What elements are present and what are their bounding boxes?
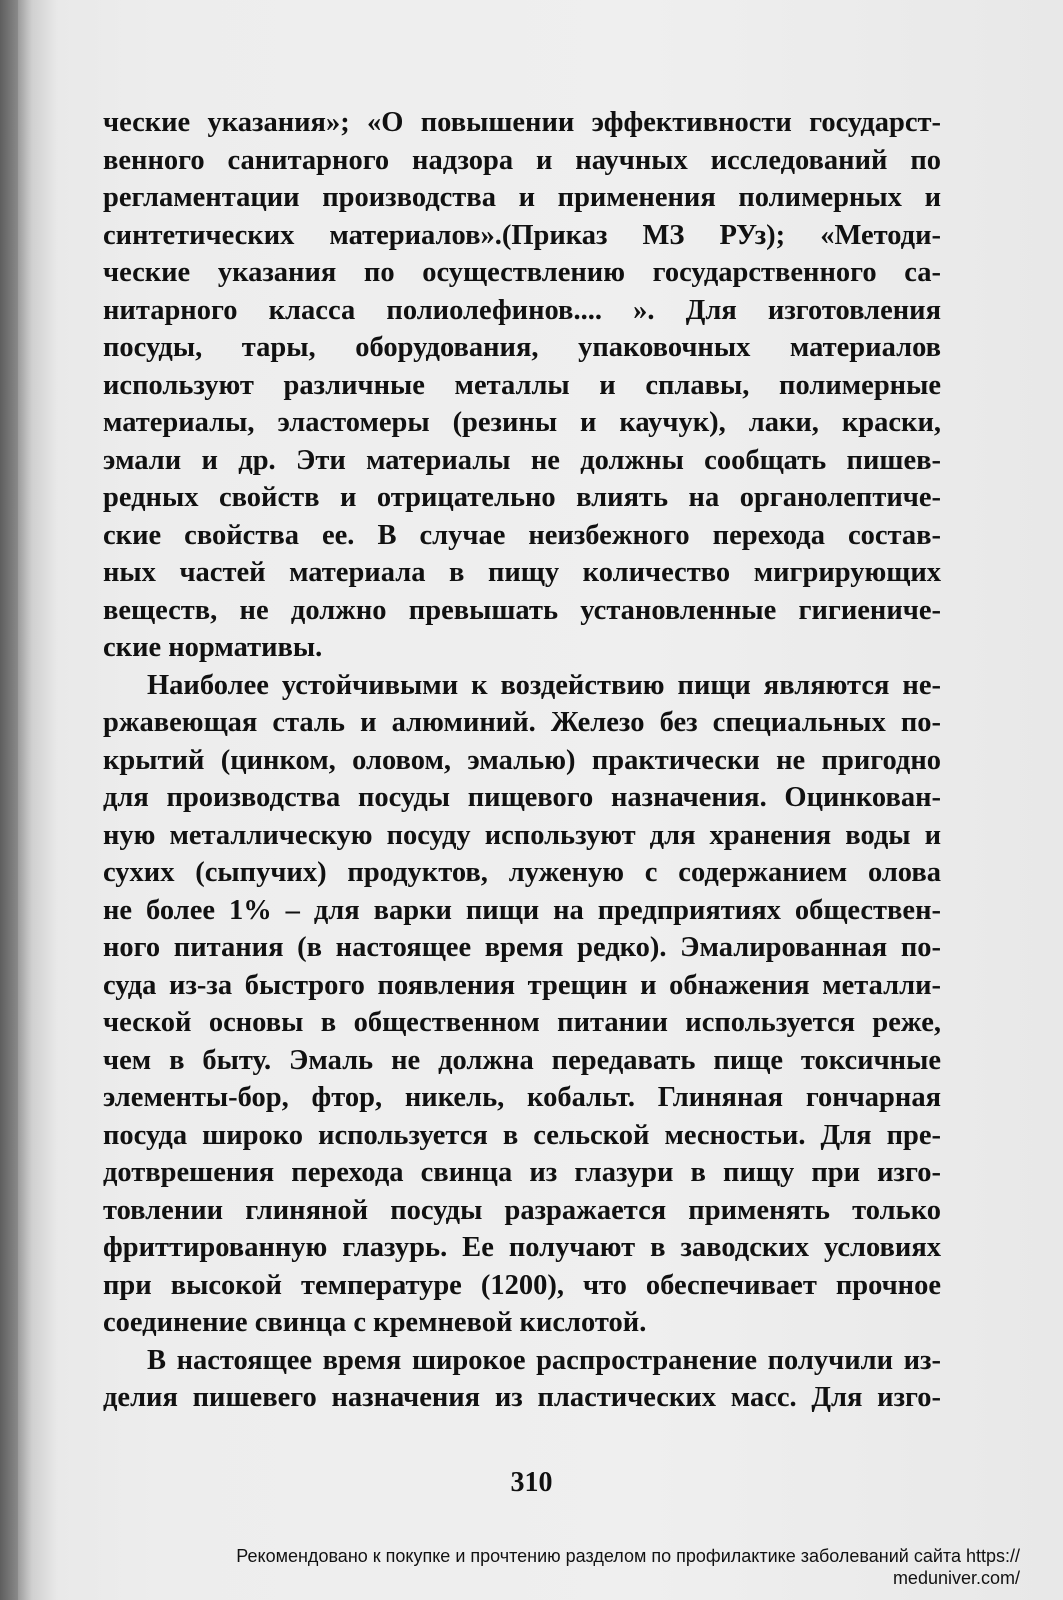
text-line: ных частей материала в пищу количество мигрирующих — [103, 557, 941, 588]
text-line: эмали и др. Эти материалы не должны сообщать пишев- — [103, 444, 941, 476]
text-line: синтетических материалов».(Приказ МЗ РУз); «Методи- — [103, 219, 941, 251]
book-spine-shadow — [0, 0, 18, 1600]
page-number: 310 — [510, 1467, 553, 1498]
text-line: ческой основы в общественном питании используется реже, — [103, 1007, 941, 1038]
paragraph — [103, 1342, 941, 1417]
text-line: ного питания (в настоящее время редко). Эмалированная по- — [103, 932, 941, 963]
footer-line-2: meduniver.com/ — [892, 1568, 1020, 1588]
text-line: редных свойств и отрицательно влиять на органолептиче- — [103, 482, 941, 513]
text-line: элементы-бор, фтор, никель, кобальт. Глиняная гончарная — [103, 1082, 941, 1113]
paragraph — [103, 104, 941, 667]
text-line: дотврешения перехода свинца из глазури в пищу при изго- — [103, 1157, 941, 1188]
text-line: ские нормативы. — [103, 632, 323, 663]
text-line: материалы, эластомеры (резины и каучук), лаки, краски, — [103, 407, 941, 438]
text-line: соединение свинца с кремневой кислотой. — [103, 1307, 647, 1338]
text-line: сухих (сыпучих) продуктов, луженую с содержанием олова — [103, 857, 941, 888]
text-line: при высокой температуре (1200), что обеспечивает прочное — [103, 1269, 941, 1301]
text-line: В настоящее время широкое распространение получили из- — [147, 1344, 941, 1376]
text-line: товлении глиняной посуды разражается применять только — [103, 1194, 941, 1226]
text-line: для производства посуды пищевого назначения. Оцинкован- — [103, 782, 941, 813]
text-line: ржавеющая сталь и алюминий. Железо без специальных по- — [103, 707, 941, 738]
text-line: нитарного класса полиолефинов.... ». Для изготовления — [103, 294, 941, 326]
text-line: фриттированную глазурь. Ее получают в заводских условиях — [103, 1232, 941, 1263]
text-line: посуда широко используется в сельской месностьи. Для пре- — [103, 1119, 941, 1151]
text-line: ную металлическую посуду используют для хранения воды и — [103, 819, 941, 851]
text-line: Наиболее устойчивыми к воздействию пищи являются не- — [147, 669, 941, 701]
text-line: чем в быту. Эмаль не должна передавать пище токсичные — [103, 1044, 941, 1076]
text-line: ские свойства ее. В случае неизбежного перехода состав- — [103, 519, 941, 551]
footer-note — [100, 1545, 1020, 1589]
text-line: делия пишевего назначения из пластических масс. Для изго- — [103, 1382, 941, 1413]
text-line: не более 1% – для варки пищи на предприятиях обществен- — [103, 894, 941, 926]
text-line: веществ, не должно превышать установленные гигиениче- — [103, 594, 941, 626]
text-line: суда из-за быстрого появления трещин и обнажения металли- — [103, 969, 941, 1001]
text-line: ческие указания»; «О повышении эффективности государст- — [103, 107, 941, 138]
text-line: посуды, тары, оборудования, упаковочных материалов — [103, 332, 941, 363]
text-line: крытий (цинком, оловом, эмалью) практически не пригодно — [103, 744, 941, 776]
text-line: ческие указания по осуществлению государственного са- — [103, 257, 941, 288]
text-line: венного санитарного надзора и научных исследований по — [103, 144, 941, 176]
text-line: регламентации производства и применения полимерных и — [103, 182, 941, 213]
footer-line-1: Рекомендовано к покупке и прочтению разделом по профилактике заболеваний сайта https:// — [236, 1546, 1020, 1566]
body-text — [103, 104, 941, 1417]
text-line: используют различные металлы и сплавы, полимерные — [103, 369, 941, 401]
paragraph — [103, 667, 941, 1342]
